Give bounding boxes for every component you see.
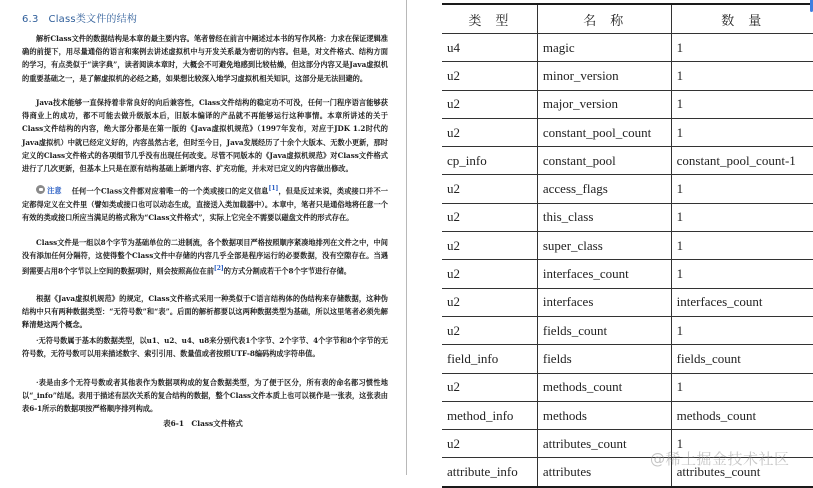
cell-count: attributes_count: [676, 464, 761, 480]
paragraph-pseudo-structure: [22, 292, 388, 332]
cell-count: 1: [676, 237, 684, 253]
cell-name: constant_pool: [537, 147, 671, 175]
cell-type: u2: [442, 288, 537, 316]
left-book-page: [0, 0, 406, 475]
cell-type: u2: [442, 62, 537, 90]
bullet-table-text: ·表是由多个无符号数或者其他表作为数据项构成的复合数据类型，为了便于区分，所有表的命名都习惯性地以“_info”结尾。表用于描述有层次关系的复合结构的数据，整个Class文件本质上也可以视作是一张表，这张表由表6-1所示的数据项按严格顺序排列构成。: [22, 378, 388, 414]
footnote-ref-2[interactable]: [2]: [213, 265, 224, 273]
table-row: [442, 62, 813, 90]
cell-count: constant_pool_count-1: [676, 152, 796, 168]
cell-name: methods: [537, 401, 671, 429]
cell-count: 1: [676, 266, 684, 282]
table-row: [442, 175, 813, 203]
cell-count: 1: [676, 124, 684, 140]
table-row: [442, 147, 813, 175]
cell-count: 1: [676, 379, 684, 395]
cell-type: u2: [442, 260, 537, 288]
cell-name: methods_count: [537, 373, 671, 401]
table-row: [442, 373, 813, 401]
section-title-text: Class类文件的结构: [48, 14, 138, 25]
paragraph-compatibility-text: Java技术能够一直保持着非常良好的向后兼容性，Class文件结构的稳定功不可没，任何一门程序语言能够获得商业上的成功，都不可能去做升级版本后，旧版本编译的产品就不再能够运行这种事情。本章所讲述的关于Class文件结构的内容，绝大部分都是在第一版的《Java虚拟机规范》（1997年发布，对应于JDK 1.2时代的Java虚拟机）中就已经定义好的，内容虽然古老，但时至今日，Java发展经历了十余个大版本、无数小更新，那时定义的Class文件格式的各项细节几乎没有出现任何改变。尽管不同版本的《Java虚拟机规范》对Class文件格式进行了几次更新，但基本上只是在原有结构基础上新增内容、扩充功能，并未对已定义的内容做出修改。: [22, 98, 388, 174]
cell-type: u2: [442, 430, 537, 458]
note-icon: [36, 185, 45, 194]
paragraph-intro-text: 解析Class文件的数据结构是本章的最主要内容。笔者曾经在前言中阐述过本书的写作风格：力求在保证逻辑准确的前提下，用尽量通俗的语言和案例去讲述虚拟机中与开发关系最为密切的内容。但是，对文件格式、结构方面的学习，有点类似于“读字典”，读者阅读本章时，大概会不可避免地感到比较枯燥，但这部分内容又是Java虚拟机的重要基础之一，是了解虚拟机的必经之路，如果想比较深入地学习虚拟机相关知识，这部分是无法回避的。: [22, 34, 388, 83]
cell-name: super_class: [537, 232, 671, 260]
table-row: [442, 232, 813, 260]
cell-type: u2: [442, 232, 537, 260]
section-heading: [22, 10, 137, 25]
bullet-unsigned-text: ·无符号数属于基本的数据类型，以u1、u2、u4、u8来分别代表1个字节、2个字节、4个字节和8个字节的无符号数，无符号数可以用来描述数字、索引引用、数量值或者按照UTF-8编码构成字符串值。: [22, 336, 388, 359]
cell-name: magic: [537, 34, 671, 62]
cell-name: fields: [537, 345, 671, 373]
cell-name: attributes: [537, 458, 671, 487]
cell-type: attribute_info: [442, 458, 537, 487]
cell-name: constant_pool_count: [537, 118, 671, 146]
table-row: [442, 203, 813, 231]
cell-count: methods_count: [676, 407, 757, 423]
note-block: [22, 182, 388, 224]
cell-type: u2: [442, 316, 537, 344]
note-text-1: 任何一个Class文件都对应着唯一的一个类或接口的定义信息: [71, 186, 269, 196]
cell-count: interfaces_count: [676, 294, 763, 310]
table-row: [442, 34, 813, 62]
paragraph-binary-text-2: 的方式分割成若干个8个字节进行存储。: [223, 266, 351, 276]
cell-count: 1: [676, 67, 684, 83]
cell-name: this_class: [537, 203, 671, 231]
cell-type: u4: [442, 34, 537, 62]
cell-name: interfaces_count: [537, 260, 671, 288]
cell-count: fields_count: [676, 350, 741, 366]
table-row: [442, 345, 813, 373]
cell-count: 1: [676, 96, 684, 112]
cell-count: 1: [676, 322, 684, 338]
paragraph-pseudo-text: 根据《Java虚拟机规范》的规定，Class文件格式采用一种类似于C语言结构体的伪结构来存储数据，这种伪结构中只有两种数据类型：“无符号数”和“表”。后面的解析都要以这两种数据类型为基础，所以这里笔者必须先解释清楚这两个概念。: [22, 294, 388, 330]
note-label: 注意: [47, 186, 62, 196]
cell-type: u2: [442, 118, 537, 146]
table-row: [442, 401, 813, 429]
cell-type: field_info: [442, 345, 537, 373]
note-text-2: ，但是反过来说，类或接口并不一定都得定义在文件里（譬如类或接口也可以动态生成，直接送入类加载器中）。本章中，笔者只是通俗地将任意一个有效的类或接口所应当满足的格式称为“Class文件格式”，实际上它完全不需要以磁盘文件的形式存在。: [22, 186, 388, 222]
cell-type: cp_info: [442, 147, 537, 175]
paragraph-binary-text-1: Class文件是一组以8个字节为基础单位的二进制流，各个数据项目严格按照顺序紧凑地排列在文件之中，中间没有添加任何分隔符，这使得整个Class文件中存储的内容几乎全部是程序运行的必要数据，没有空隙存在。当遇到需要占用8个字节以上空间的数据项时，则会按照高位在前: [22, 238, 388, 276]
cell-type: u2: [442, 203, 537, 231]
cell-type: u2: [442, 90, 537, 118]
cell-name: minor_version: [537, 62, 671, 90]
header-count: 数量: [721, 12, 776, 28]
cell-name: attributes_count: [537, 430, 671, 458]
table-header-row: [442, 4, 813, 34]
cell-count: 1: [676, 39, 684, 55]
table-row: [442, 288, 813, 316]
table-row: [442, 90, 813, 118]
table-row: [442, 118, 813, 146]
cell-type: u2: [442, 175, 537, 203]
table-row: [442, 260, 813, 288]
footnote-ref-1[interactable]: [1]: [268, 185, 279, 192]
header-type: 类型: [442, 4, 537, 34]
paragraph-compatibility: [22, 96, 388, 175]
header-name: 名称: [537, 4, 671, 34]
section-number: 6.3: [22, 14, 39, 25]
table-caption: 表6-1 Class文件格式: [163, 419, 243, 428]
paragraph-binary-stream: [22, 236, 388, 278]
cell-name: interfaces: [537, 288, 671, 316]
bullet-table: [22, 376, 388, 416]
paragraph-intro: [22, 32, 388, 85]
cell-type: method_info: [442, 401, 537, 429]
table-row: [442, 316, 813, 344]
cell-count: 1: [676, 181, 684, 197]
class-file-format-table: [442, 3, 813, 488]
cell-count: 1: [676, 435, 684, 451]
cell-name: access_flags: [537, 175, 671, 203]
cell-type: u2: [442, 373, 537, 401]
watermark: @稀土掘金技术社区: [650, 450, 790, 468]
cell-name: major_version: [537, 90, 671, 118]
cell-name: fields_count: [537, 316, 671, 344]
bullet-unsigned-number: [22, 334, 388, 360]
cell-count: 1: [676, 209, 684, 225]
